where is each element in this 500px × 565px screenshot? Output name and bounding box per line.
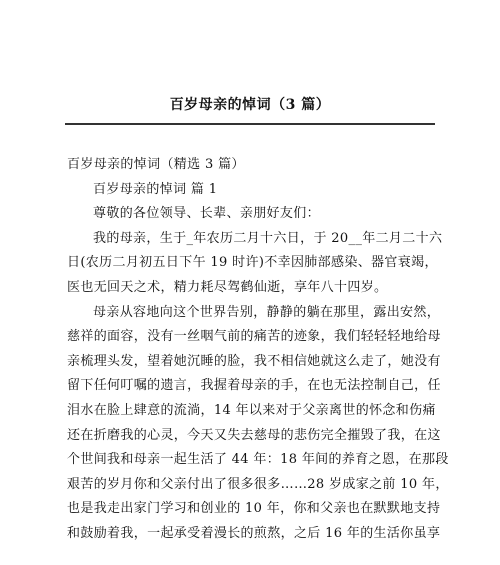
- paragraph-2-line-4: 留下任何叮嘱的遗言，我握着母亲的手，在也无法控制自己，任: [67, 378, 441, 394]
- paragraph-2-line-2: 慈祥的面容，没有一丝咽气前的痛苦的迹象，我们轻轻轻地给母: [67, 329, 441, 345]
- document-title: 百岁母亲的悼词（3 篇）: [169, 97, 331, 113]
- paragraph-1-line-1: 我的母亲，生于_年农历二月十六日，于 20__年二月二十六: [93, 230, 443, 246]
- document-body: [67, 153, 449, 547]
- header-divider: [65, 123, 435, 125]
- paragraph-2-line-10: 和鼓励着我，一起承受着漫长的煎熬，之后 16 年的生活你虽享: [67, 525, 441, 541]
- paragraph-1-line-3: 医也无回天之术，精力耗尽驾鹤仙逝，享年八十四岁。: [67, 279, 388, 295]
- salutation-line: 尊敬的各位领导、长辈、亲朋好友们：: [93, 206, 320, 222]
- paragraph-2-line-5: 泪水在脸上肆意的流淌，14 年以来对于父亲离世的怀念和伤痛: [67, 402, 436, 418]
- paragraph-2-line-8: 艰苦的岁月你和父亲付出了很多很多……28 岁成家之前 10 年，: [67, 476, 449, 492]
- paragraph-2-line-9: 也是我走出家门学习和创业的 10 年，你和父亲也在默默地支持: [67, 501, 441, 517]
- document-header: [0, 0, 500, 128]
- subtitle-line: 百岁母亲的悼词（精选 3 篇）: [67, 157, 245, 172]
- paragraph-2-line-6: 还在折磨我的心灵，今天又失去慈母的悲伤完全摧毁了我，在这: [67, 427, 441, 443]
- paragraph-1-line-2: 日(农历二月初五日下午 19 时许)不幸因肺部感染、器官衰竭，: [67, 255, 438, 271]
- paragraph-2-line-1: 母亲从容地向这个世界告别，静静的躺在那里，露出安然，: [93, 304, 441, 320]
- section-heading: 百岁母亲的悼词 篇 1: [93, 181, 218, 197]
- paragraph-2-line-3: 亲梳理头发，望着她沉睡的脸，我不相信她就这么走了，她没有: [67, 353, 441, 369]
- paragraph-2-line-7: 个世间我和母亲一起生活了 44 年：18 年间的养育之恩，在那段: [67, 452, 449, 468]
